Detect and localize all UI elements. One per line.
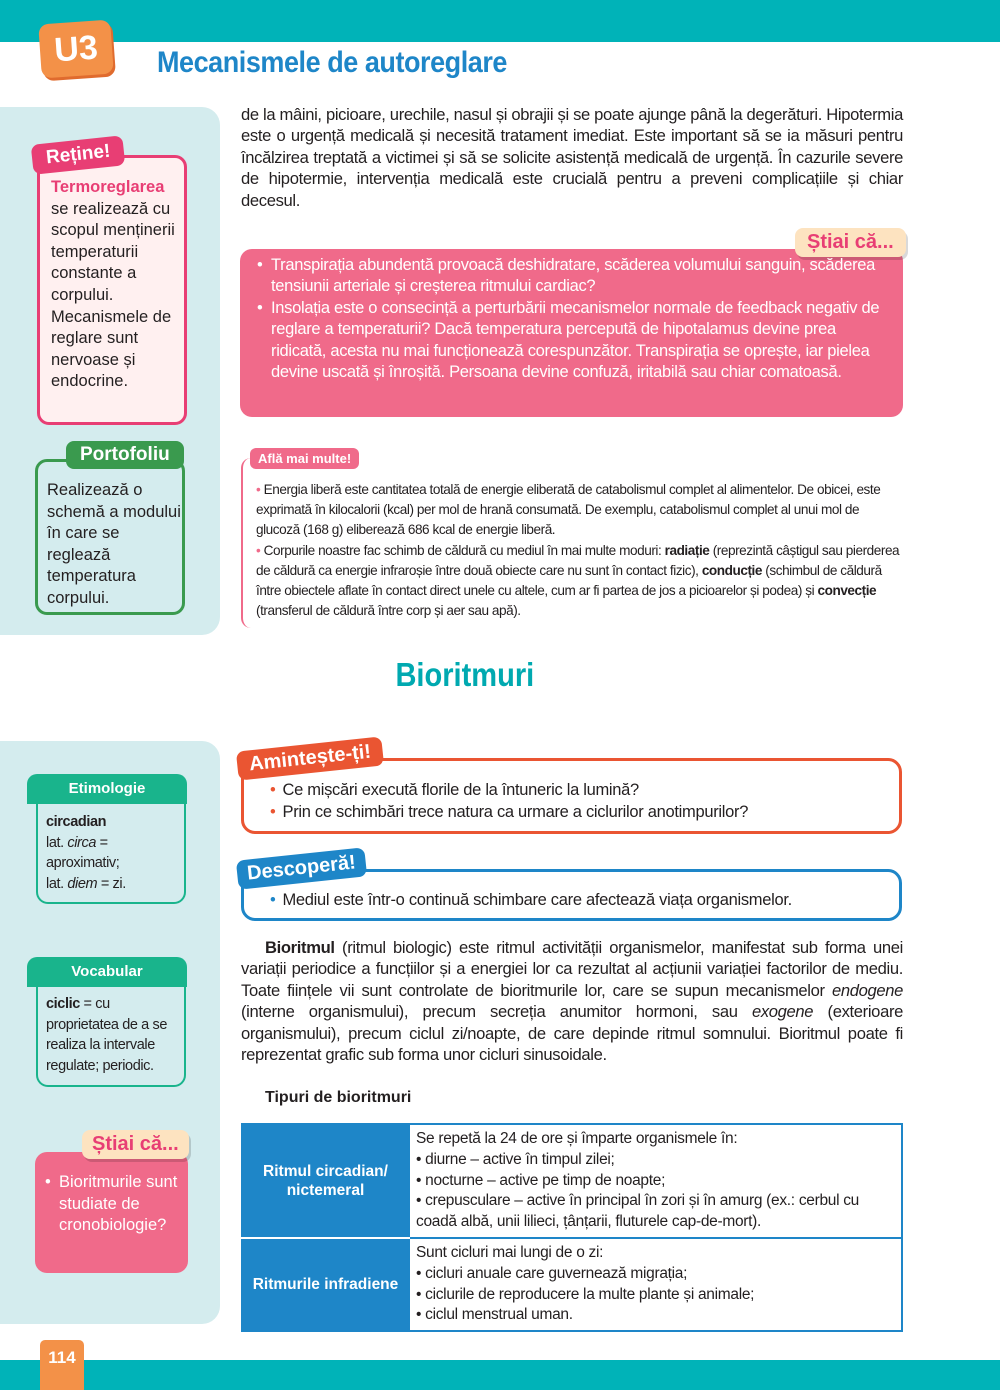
term-exogene: exogene (751, 1002, 814, 1022)
item-text: (schimbul de căldură între obiectele aflate în contact direct unele cu altele, cum ar fi partea de jos a picioarelor și podea) și (256, 562, 882, 599)
section-title-text: Bioritmuri (395, 656, 535, 693)
list-item (256, 480, 906, 541)
text: lat. (46, 875, 68, 892)
etimologie-header: Etimologie (27, 774, 187, 804)
vocabular-definition: = cu proprietatea de a se realiza la intervale regulate; periodic. (46, 996, 167, 1074)
text: (exterioare organismului), precum ciclul zi/noapte, de care depinde ritmul somnului. Bioritmul poate fi reprezentat grafic sub forma unor cicluri sinusoidale. (241, 1002, 903, 1065)
section-title (0, 656, 1000, 694)
text: = aproximativ; (46, 834, 120, 871)
item-text: Energia liberă este cantitatea totală de energie eliberată de catabolismul complet al alimentelor. De obicei, este exprimată în kilocalorii (kcal) per mol de hrană consumată. De exemplu, catabolismul complet al unui mol de glucoză (168 g) eliberează 686 kcal de energie liberă. (256, 482, 881, 538)
bioritm-paragraph (241, 937, 903, 1065)
hypothermia-paragraph: de la mâini, picioare, urechile, nasul și obrajii și se poate ajunge până la degerături. Hipotermia este o urgență medicală și necesită tratament imediat. Este important să se ia măsuri pentru încălzirea treptată a victimei și să se solicite asistență medicală de urgență. În cazurile severe de hipotermie, intervenția medicală este crucială pentru a preveni complicațiile și chiar decesul. (241, 105, 903, 210)
term-bioritmul: Bioritmul (265, 938, 335, 957)
afla-mai-multe-list (256, 480, 906, 621)
portofoliu-tag: Portofoliu (66, 441, 184, 469)
retine-tag: Reține! (31, 135, 126, 174)
term-convectie: convecție (817, 583, 877, 599)
retine-highlight: Termoreglarea (51, 178, 165, 196)
vocabular-header: Vocabular (27, 957, 187, 987)
etimologie-term: circadian (46, 814, 107, 830)
portofoliu-text: Realizează o schemă a modului în care se reglează temperatura corpului. (47, 481, 181, 607)
list-item (270, 801, 748, 823)
term-conductie: conducție (701, 562, 762, 578)
afla-mai-multe-tag: Află mai multe! (250, 448, 359, 469)
unit-badge: U3 (38, 20, 114, 79)
list-item: • ciclurile de reproducere la multe plante și animale; (416, 1285, 895, 1306)
bullet-icon: • (270, 803, 276, 821)
stiai-ca-list (257, 255, 887, 383)
vocabular-term: ciclic (46, 996, 80, 1012)
bullet-icon: • (256, 542, 264, 558)
text: lat. (46, 834, 68, 851)
top-color-band (0, 0, 1000, 42)
list-item: • ciclul menstrual uman. (416, 1305, 895, 1326)
descopera-list (270, 889, 792, 911)
stiai-ca-tag-2: Știai că... (82, 1130, 189, 1159)
bioritm-types-table (241, 1123, 903, 1332)
list-item (270, 889, 792, 911)
bullet-icon: • (270, 781, 276, 799)
row-description (409, 1124, 902, 1238)
retine-body: se realizează cu scopul menținerii temperaturii constante a corpului. Mecanismele de reglare sunt nervoase și endocrine. (51, 199, 175, 391)
table-title: Tipuri de bioritmuri (265, 1089, 412, 1106)
bullet-icon: • (270, 891, 276, 909)
page-title: Mecanismele de autoreglare (157, 46, 507, 79)
vocabular-text (46, 994, 181, 1076)
aminteste-tag: Amintește-ți! (236, 736, 384, 780)
row-intro: Sunt cicluri mai lungi de o zi: (416, 1243, 604, 1261)
list-item: • nocturne – active pe timp de noapte; (416, 1171, 895, 1192)
item-text: (transferul de căldură între corp și aer sau apă). (256, 603, 521, 619)
row-header: Ritmurile infradiene (242, 1238, 409, 1331)
list-item (270, 779, 748, 801)
aminteste-list (270, 779, 748, 823)
list-item: • Transpirația abundentă provoacă deshidratare, scăderea volumului sanguin, scăderea tensiunii arteriale și creșterea ritmului cardiac? (257, 255, 887, 298)
row-description (409, 1238, 902, 1331)
list-item: • Insolația este o consecință a perturbării mecanismelor normale de feedback negativ de reglare a temperaturii? Dacă temperatura percepută de hipotalamus devine prea ridicată, acesta nu mai funcționează corespunzător. Transpirația se oprește, iar pielea devine uscată și înroșită. Persoana devine confuză, iritabilă sau chiar comatoasă. (257, 298, 887, 384)
item-text: (reprezintă câștigul sau pierderea de căldură ca energie infraroșie între două obiecte care nu sunt în contact fizic), (256, 542, 900, 578)
row-header: Ritmul circadian/ nictemeral (242, 1124, 409, 1238)
page-number: 114 (40, 1340, 84, 1390)
table-row (242, 1238, 902, 1331)
item-text: Prin ce schimbări trece natura ca urmare a ciclurilor anotimpurilor? (282, 803, 749, 821)
table-row (242, 1124, 902, 1238)
item-text: Corpurile noastre fac schimb de căldură cu mediul în mai multe moduri: (263, 542, 665, 558)
latin-word: circa (67, 834, 96, 851)
afla-bracket-line (241, 458, 253, 628)
stiai-ca-list-2 (45, 1172, 185, 1237)
term-radiatie: radiație (664, 542, 710, 558)
item-text: Ce mișcări execută florile de la întuneric la lumină? (282, 781, 639, 799)
latin-word: diem (67, 875, 98, 892)
retine-text (51, 177, 186, 393)
term-endogene: endogene (831, 980, 903, 1000)
bottom-color-band (0, 1360, 1000, 1390)
bullet-icon: • (256, 482, 264, 497)
etimologie-text (46, 812, 181, 894)
item-text: Mediul este într-o continuă schimbare care afectează viața organismelor. (282, 891, 792, 909)
list-item: • crepusculare – active în principal în zori și în amurg (ex.: cerbul cu coadă albă, unii lilieci, țânțarii, fluturele cap-de-mort). (416, 1191, 895, 1233)
list-item: • Bioritmurile sunt studiate de cronobiologie? (45, 1172, 185, 1237)
text: = zi. (97, 875, 126, 892)
text: (interne organismului), precum secreția anumitor hormoni, sau (241, 1002, 752, 1022)
list-item (256, 541, 906, 622)
text: (ritmul biologic) este ritmul activității organismelor, manifestat sub forma unei variații periodice a funcțiilor și a energiei lor ca rezultat al acțiunii variației factorilor de mediu. Toate ființele vii sunt controlate de bioritmurile lor, care se supun mecanismelor (241, 938, 903, 1000)
list-item: • cicluri anuale care guvernează migrația; (416, 1264, 895, 1285)
list-item: • diurne – active în timpul zilei; (416, 1150, 895, 1171)
row-intro: Se repetă la 24 de ore și împarte organismele în: (416, 1130, 738, 1147)
descopera-tag: Descoperă! (236, 847, 367, 889)
stiai-ca-tag: Știai că... (795, 228, 906, 257)
